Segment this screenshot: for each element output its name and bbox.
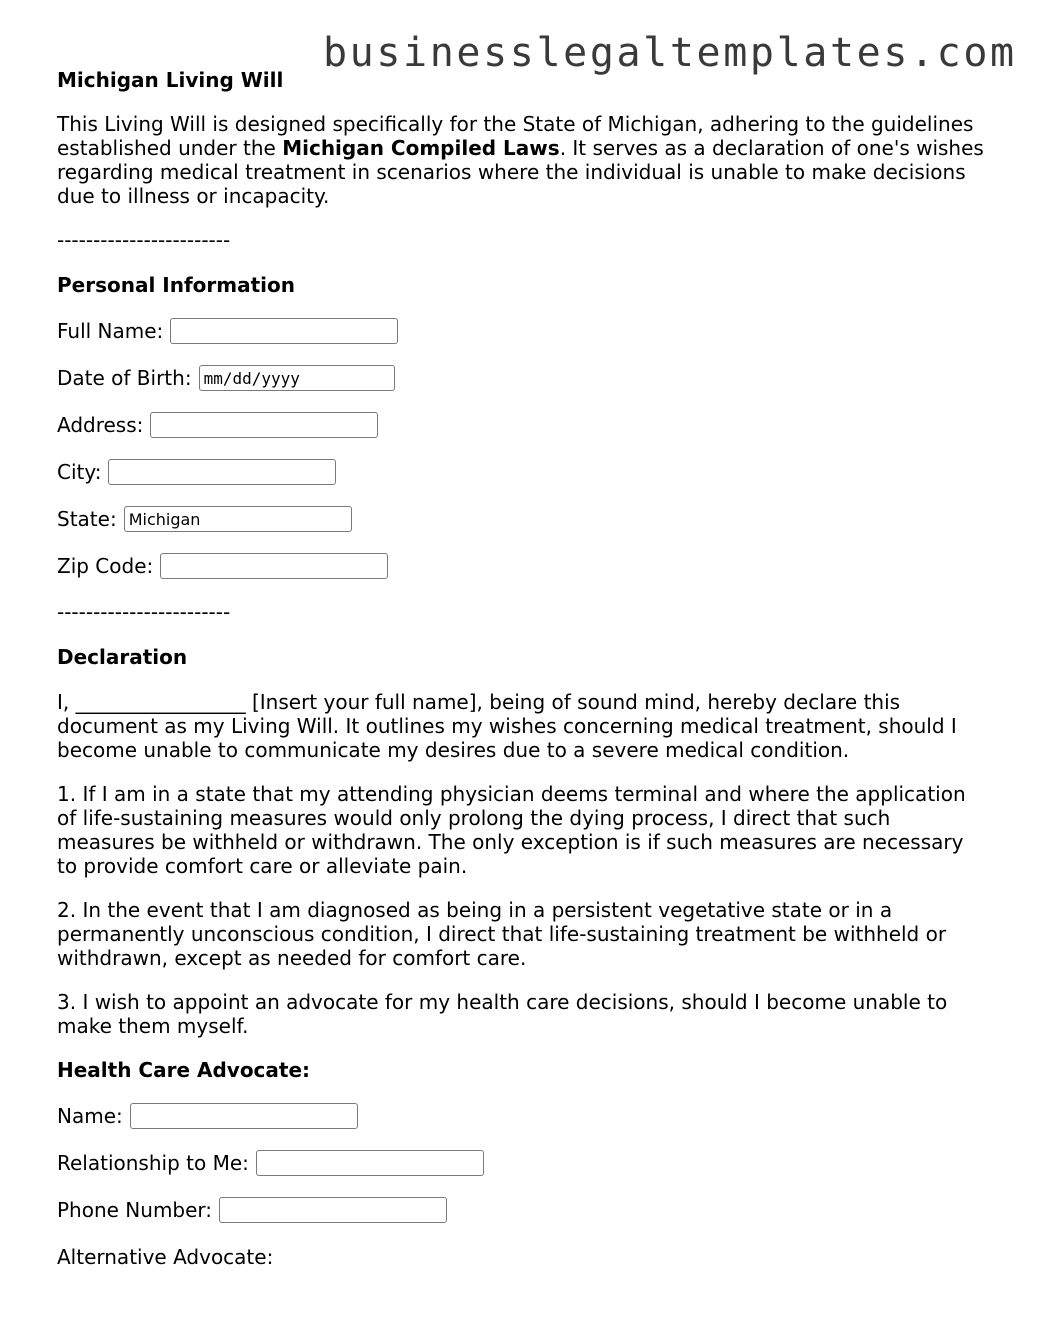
advocate-name-label: Name: — [57, 1104, 123, 1128]
city-field[interactable] — [108, 459, 336, 485]
declaration-statement: I, _________________ [Insert your full name], being of sound mind, hereby declare this document as my Living Will. It outlines my wishes concerning medical treatment, should I become unable to communicate my desires due to a severe medical condition. — [57, 690, 957, 762]
personal-info-heading: Personal Information — [57, 273, 295, 297]
section-divider: ------------------------ — [57, 228, 231, 252]
alternative-advocate-row — [57, 1244, 987, 1270]
advocate-heading: Health Care Advocate: — [57, 1058, 311, 1082]
phone-label: Phone Number: — [57, 1198, 213, 1222]
full-name-row — [57, 318, 987, 344]
address-row — [57, 412, 987, 438]
advocate-name-field[interactable] — [130, 1103, 358, 1129]
state-field[interactable] — [124, 506, 352, 532]
advocate-name-row — [57, 1103, 987, 1129]
watermark-text: businesslegaltemplates.com — [323, 30, 1017, 76]
phone-row — [57, 1197, 987, 1223]
relationship-row — [57, 1150, 987, 1176]
dob-field[interactable] — [199, 365, 395, 391]
address-label: Address: — [57, 413, 144, 437]
relationship-field[interactable] — [256, 1150, 484, 1176]
relationship-label: Relationship to Me: — [57, 1151, 249, 1175]
intro-paragraph — [57, 112, 987, 208]
document-body — [57, 68, 987, 1291]
intro-text-before: This Living Will is designed specifically for the State of Michigan, adhering to the guidelines established under the — [57, 112, 974, 160]
state-label: State: — [57, 507, 117, 531]
city-label: City: — [57, 460, 102, 484]
declaration-item: 2. In the event that I am diagnosed as being in a persistent vegetative state or in a permanently unconscious condition, I direct that life-sustaining treatment be withheld or withdrawn, except as needed for comfort care. — [57, 898, 947, 970]
state-row — [57, 506, 987, 532]
phone-field[interactable] — [219, 1197, 447, 1223]
zip-row — [57, 553, 987, 579]
declaration-item: 3. I wish to appoint an advocate for my health care decisions, should I become unable to make them myself. — [57, 990, 948, 1038]
full-name-label: Full Name: — [57, 319, 164, 343]
intro-law-name: Michigan Compiled Laws — [282, 136, 560, 160]
alternative-advocate-label: Alternative Advocate: — [57, 1245, 274, 1269]
declaration-heading: Declaration — [57, 645, 188, 669]
city-row — [57, 459, 987, 485]
document-title: Michigan Living Will — [57, 68, 284, 92]
section-divider: ------------------------ — [57, 600, 231, 624]
dob-row — [57, 365, 987, 391]
declaration-item: 1. If I am in a state that my attending physician deems terminal and where the application of life-sustaining measures would only prolong the dying process, I direct that such measures be withheld or withdrawn. The only exception is if such measures are necessary to provide comfort care or alleviate pain. — [57, 782, 966, 878]
intro-text-after: . It serves as a declaration of one's wishes regarding medical treatment in scenarios where the individual is unable to make decisions due to illness or incapacity. — [57, 136, 984, 208]
address-field[interactable] — [150, 412, 378, 438]
zip-field[interactable] — [160, 553, 388, 579]
zip-label: Zip Code: — [57, 554, 154, 578]
dob-label: Date of Birth: — [57, 366, 192, 390]
full-name-field[interactable] — [170, 318, 398, 344]
